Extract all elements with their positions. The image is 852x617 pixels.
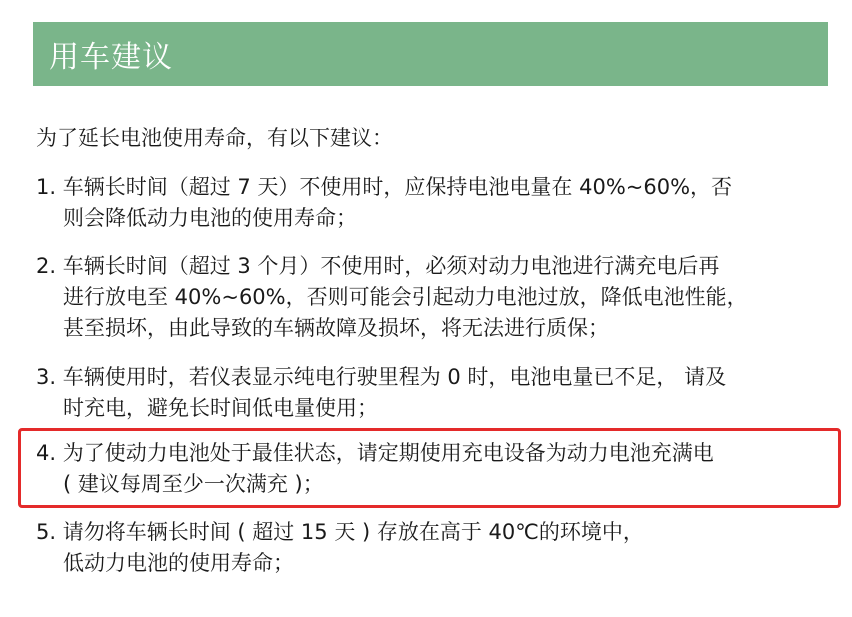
advice-item-1-line-1: 1. 车辆长时间（超过 7 天）不使用时，应保持电池电量在 40%~60%，否 — [36, 175, 733, 199]
advice-item-2-line-2: 进行放电至 40%~60%，否则可能会引起动力电池过放，降低电池性能， — [63, 285, 748, 309]
advice-item-1-line-2: 则会降低动力电池的使用寿命； — [63, 206, 357, 230]
advice-item-5-line-1: 5. 请勿将车辆长时间 ( 超过 15 天 ) 存放在高于 40℃的环境中， — [36, 520, 644, 544]
advice-item-2-line-3: 甚至损坏，由此导致的车辆故障及损坏，将无法进行质保； — [63, 316, 609, 340]
advice-item-2 — [36, 251, 836, 344]
advice-item-1 — [36, 172, 836, 234]
advice-item-5-line-2: 低动力电池的使用寿命； — [63, 551, 294, 575]
section-header — [33, 22, 828, 86]
intro-text: 为了延长电池使用寿命，有以下建议： — [36, 126, 393, 150]
advice-item-4-line-2: ( 建议每周至少一次满充 )； — [63, 472, 324, 496]
advice-item-2-line-1: 2. 车辆长时间（超过 3 个月）不使用时，必须对动力电池进行满充电后再 — [36, 254, 720, 278]
advice-item-5 — [36, 517, 836, 579]
advice-item-3-line-1: 3. 车辆使用时，若仪表显示纯电行驶里程为 0 时，电池电量已不足， 请及 — [36, 365, 727, 389]
advice-item-3-line-2: 时充电，避免长时间低电量使用； — [63, 396, 378, 420]
highlight-box — [18, 428, 841, 508]
advice-item-4-line-1: 4. 为了使动力电池处于最佳状态，请定期使用充电设备为动力电池充满电 — [36, 441, 714, 465]
section-title: 用车建议 — [49, 40, 173, 75]
advice-item-3 — [36, 362, 836, 424]
